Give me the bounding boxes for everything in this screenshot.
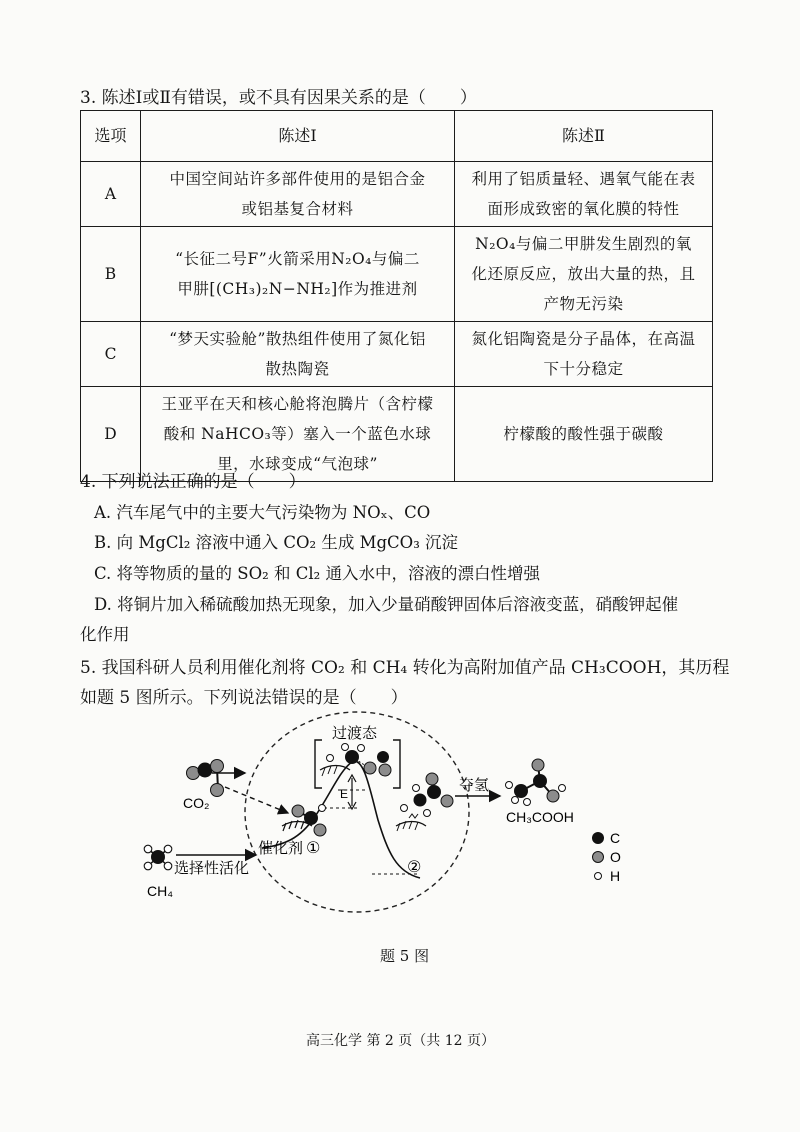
table-row xyxy=(81,322,713,387)
legend-carbon-marker xyxy=(592,832,604,844)
row-statement-2: 氮化铝陶瓷是分子晶体，在高温 下十分稳定 xyxy=(455,322,713,387)
q3-stem: 3. 陈述Ⅰ或Ⅱ有错误，或不具有因果关系的是（ ） xyxy=(80,88,477,108)
dehydrogen-label: 夺氢 xyxy=(459,776,490,794)
ch4-label: CH₄ xyxy=(147,883,173,899)
row-label: B xyxy=(81,227,141,322)
row-statement-1: “梦天实验舱”散热组件使用了氮化铝 散热陶瓷 xyxy=(141,322,455,387)
q5-stem-line2: 如题 5 图所示。下列说法错误的是（ ） xyxy=(80,688,408,708)
step-2-label: ② xyxy=(407,857,422,876)
legend xyxy=(592,830,621,884)
product-label: CH₃COOH xyxy=(506,809,574,825)
legend-h-label: H xyxy=(610,868,621,884)
q4-option-d-cont: 化作用 xyxy=(80,625,130,644)
adsorbed-species-2 xyxy=(396,773,453,831)
header-option: 选项 xyxy=(81,111,141,162)
table-row xyxy=(81,227,713,322)
q3-table xyxy=(80,110,713,482)
table-header-row xyxy=(81,111,713,162)
header-statement-1: 陈述Ⅰ xyxy=(141,111,455,162)
page-footer: 高三化学 第 2 页（共 12 页） xyxy=(306,1033,495,1049)
legend-oxygen-marker xyxy=(593,852,604,863)
figure-caption: 题 5 图 xyxy=(380,947,430,965)
adsorbed-species-1 xyxy=(292,805,326,837)
energy-profile-curve xyxy=(262,761,420,878)
row-label: D xyxy=(81,387,141,482)
q4-option-c: C. 将等物质的量的 SO₂ 和 Cl₂ 通入水中，溶液的漂白性增强 xyxy=(94,564,540,583)
q5-stem-line1: 5. 我国科研人员利用催化剂将 CO₂ 和 CH₄ 转化为高附加值产品 CH₃COOH，其历程 xyxy=(80,658,730,678)
ch4-molecule xyxy=(144,845,172,870)
row-statement-1: 王亚平在天和核心舱将泡腾片（含柠檬 酸和 NaHCO₃等）塞入一个蓝色水球 里，水球变成“气泡球” xyxy=(141,387,455,482)
table-row xyxy=(81,162,713,227)
legend-o-label: O xyxy=(610,849,621,865)
reaction-boundary xyxy=(245,712,469,912)
row-statement-2: 柠檬酸的酸性强于碳酸 xyxy=(455,387,713,482)
legend-c-label: C xyxy=(610,830,621,846)
transition-state-label: 过渡态 xyxy=(332,724,378,742)
q4-option-d: D. 将铜片加入稀硫酸加热无现象，加入少量硝酸钾固体后溶液变蓝，硝酸钾起催 xyxy=(94,595,679,614)
selective-activation-label: 选择性活化 xyxy=(174,859,250,877)
transition-state xyxy=(315,740,400,788)
header-statement-2: 陈述Ⅱ xyxy=(455,111,713,162)
ch3cooh-molecule xyxy=(506,759,566,806)
q4-option-b: B. 向 MgCl₂ 溶液中通入 CO₂ 生成 MgCO₃ 沉淀 xyxy=(94,533,459,552)
row-statement-1: 中国空间站许多部件使用的是铝合金 或铝基复合材料 xyxy=(141,162,455,227)
row-statement-2: 利用了铝质量轻、遇氧气能在表 面形成致密的氧化膜的特性 xyxy=(455,162,713,227)
row-statement-2: N₂O₄与偏二甲肼发生剧烈的氧 化还原反应，放出大量的热，且 产物无污染 xyxy=(455,227,713,322)
row-label: C xyxy=(81,322,141,387)
co2-label: CO₂ xyxy=(183,795,210,811)
step-1-label: ① xyxy=(306,838,321,857)
co2-dashed-arrow xyxy=(225,787,288,813)
q5-figure xyxy=(0,700,800,940)
row-statement-1: “长征二号F”火箭采用N₂O₄与偏二 甲肼[(CH₃)₂N−NH₂]作为推进剂 xyxy=(141,227,455,322)
energy-label: E xyxy=(340,787,349,801)
co2-molecule xyxy=(187,760,224,797)
legend-hydrogen-marker xyxy=(595,873,602,880)
catalyst-label: 催化剂 xyxy=(258,839,304,857)
q4-option-a: A. 汽车尾气中的主要大气污染物为 NOₓ、CO xyxy=(94,503,431,522)
table-row xyxy=(81,387,713,482)
q4-stem: 4. 下列说法正确的是（ ） xyxy=(80,472,306,492)
row-label: A xyxy=(81,162,141,227)
